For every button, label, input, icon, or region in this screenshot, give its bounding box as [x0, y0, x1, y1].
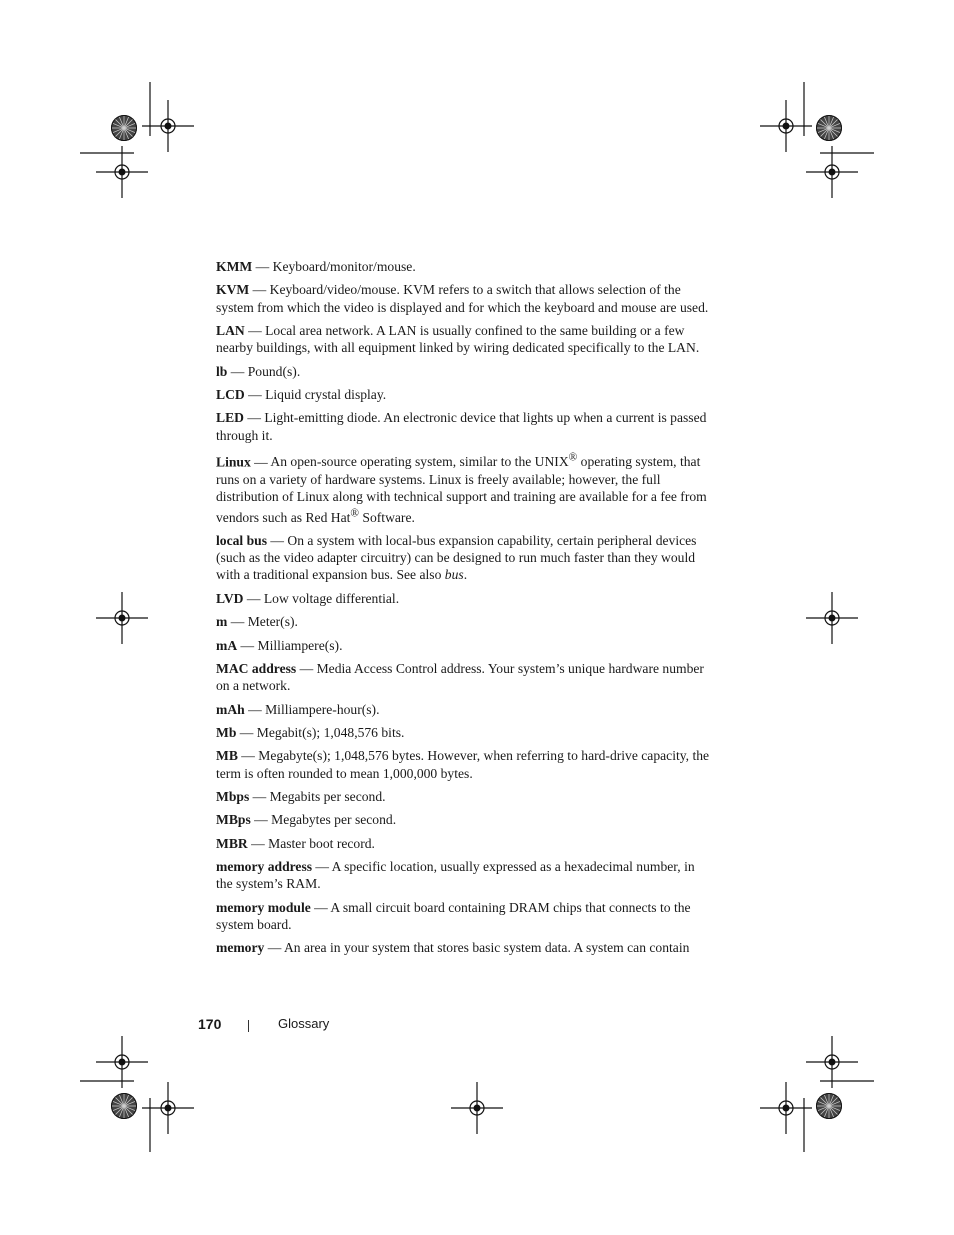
- em-dash: —: [244, 701, 266, 717]
- glossary-definition: Meter(s).: [247, 614, 298, 630]
- em-dash: —: [227, 363, 248, 379]
- glossary-definition: Milliampere(s).: [257, 637, 343, 653]
- page-number: 170: [198, 1016, 222, 1032]
- glossary-definition: On a system with local-bus expansion capability, certain peripheral devices (such as the video adapter circuitry) can be designed to run much faster than they would with a traditional expansion bus. See also: [216, 533, 697, 583]
- em-dash: —: [312, 859, 332, 875]
- glossary-definition: Light-emitting diode. An electronic device that lights up when a current is passed through it.: [216, 410, 707, 443]
- glossary-term: KVM: [216, 282, 250, 298]
- glossary-entry-memory-module: [216, 899, 714, 933]
- glossary-term: LAN: [216, 322, 245, 338]
- glossary-term: Mbps: [216, 788, 250, 804]
- glossary-term: MBR: [216, 835, 248, 851]
- glossary-entry-mbps-bytes: [216, 811, 714, 828]
- glossary-term: KMM: [216, 259, 253, 274]
- glossary-definition: Local area network. A LAN is usually confined to the same building or a few nearby buildings, with all equipment linked by wiring dedicated specifically to the LAN.: [216, 322, 700, 356]
- registered-mark: ®: [568, 451, 578, 464]
- glossary-entry-lan: [216, 322, 714, 356]
- glossary-term: memory: [216, 940, 265, 956]
- glossary-entry-local-bus: local bus — On a system with local-bus expansion capability, certain peripheral devices (such as the video adapter circuitry) can be designed to run much faster than they would with a traditional expansion bus. See also bus.: [216, 533, 697, 583]
- em-dash: —: [244, 322, 266, 338]
- glossary-entry-m: [216, 613, 714, 630]
- glossary-term: memory module: [216, 899, 311, 915]
- glossary-term: local bus: [216, 533, 267, 549]
- glossary-entry-mac-address: [216, 660, 714, 694]
- glossary-definition: An open-source operating system, similar to the UNIX® operating system, that runs on a variety of hardware systems. Linux is freely available; however, the full distribution of Linux along with technical support and training are available for a fee from vendors such as Red Hat® Software.: [216, 451, 707, 525]
- glossary-entry-memory: [216, 939, 714, 956]
- glossary-entry-linux: [216, 450, 714, 526]
- glossary-definition: Milliampere-hour(s).: [265, 701, 380, 717]
- footer-section-title: Glossary: [278, 1016, 330, 1031]
- glossary-term: MAC address: [216, 660, 297, 676]
- footer-divider: [248, 1020, 249, 1032]
- em-dash: —: [249, 788, 270, 804]
- glossary-definition: Media Access Control address. Your system’s unique hardware number on a network.: [216, 660, 704, 694]
- glossary-entry-mb-bytes: [216, 747, 714, 781]
- glossary-term: memory address: [216, 859, 313, 875]
- glossary-entry-mbr: [216, 835, 714, 852]
- glossary-term: lb: [216, 363, 228, 379]
- glossary-definition: Liquid crystal display.: [265, 386, 387, 402]
- glossary-definition: Megabits per second.: [269, 788, 386, 804]
- registered-mark: ®: [350, 507, 360, 520]
- glossary-definition: Pound(s).: [247, 363, 301, 379]
- em-dash: —: [250, 812, 272, 828]
- em-dash: —: [227, 614, 248, 630]
- glossary-definition: A specific location, usually expressed as a hexadecimal number, in the system’s RAM.: [216, 859, 695, 892]
- em-dash: —: [264, 940, 284, 956]
- glossary-entry-mb-bits: [216, 724, 714, 741]
- cross-reference: bus: [444, 567, 464, 583]
- glossary-entry-mbps-bits: [216, 788, 714, 805]
- glossary-term: MB: [216, 748, 238, 764]
- em-dash: —: [267, 533, 288, 549]
- glossary-entry-led: [216, 409, 714, 443]
- glossary-term: m: [216, 614, 228, 630]
- glossary-entry-lb: [216, 363, 714, 380]
- glossary-term: mAh: [216, 701, 245, 717]
- glossary-definition: Megabyte(s); 1,048,576 bytes. However, when referring to hard-drive capacity, the term is often rounded to mean 1,000,000 bytes.: [216, 748, 710, 781]
- glossary-entry-kvm: [216, 281, 714, 315]
- glossary-term: Mb: [216, 724, 237, 740]
- glossary-definition: Keyboard/monitor/mouse.: [272, 259, 416, 274]
- em-dash: —: [250, 454, 271, 470]
- glossary-term: MBps: [216, 812, 251, 828]
- glossary-entry-memory-address: [216, 858, 714, 892]
- glossary-entry-mah: [216, 701, 714, 718]
- em-dash: —: [249, 282, 270, 298]
- glossary-term: LED: [216, 410, 244, 426]
- glossary-definition: Megabytes per second.: [271, 812, 397, 828]
- em-dash: —: [237, 748, 259, 764]
- em-dash: —: [252, 259, 273, 274]
- em-dash: —: [236, 724, 257, 740]
- glossary-entry-lcd: [216, 386, 714, 403]
- glossary-entry-lvd: [216, 590, 714, 607]
- em-dash: —: [237, 637, 258, 653]
- glossary-definition: Low voltage differential.: [263, 590, 400, 606]
- glossary-term: LVD: [216, 590, 244, 606]
- em-dash: —: [247, 835, 269, 851]
- glossary-definition: Keyboard/video/mouse. KVM refers to a switch that allows selection of the system from which the video is displayed and for which the keyboard and mouse are used.: [216, 282, 709, 315]
- glossary-term: Linux: [216, 454, 251, 470]
- em-dash: —: [244, 386, 266, 402]
- glossary-definition: An area in your system that stores basic system data. A system can contain: [283, 940, 690, 956]
- em-dash: —: [310, 899, 331, 915]
- glossary-term: mA: [216, 637, 238, 653]
- em-dash: —: [296, 660, 317, 676]
- glossary-entry-kmm: [216, 258, 714, 275]
- glossary-entry-ma: [216, 637, 714, 654]
- em-dash: —: [243, 590, 264, 606]
- glossary-list: [216, 258, 714, 963]
- glossary-definition: Megabit(s); 1,048,576 bits.: [256, 724, 405, 740]
- glossary-definition: Master boot record.: [268, 835, 375, 851]
- glossary-term: LCD: [216, 386, 245, 402]
- em-dash: —: [243, 410, 265, 426]
- glossary-definition: A small circuit board containing DRAM chips that connects to the system board.: [216, 899, 691, 932]
